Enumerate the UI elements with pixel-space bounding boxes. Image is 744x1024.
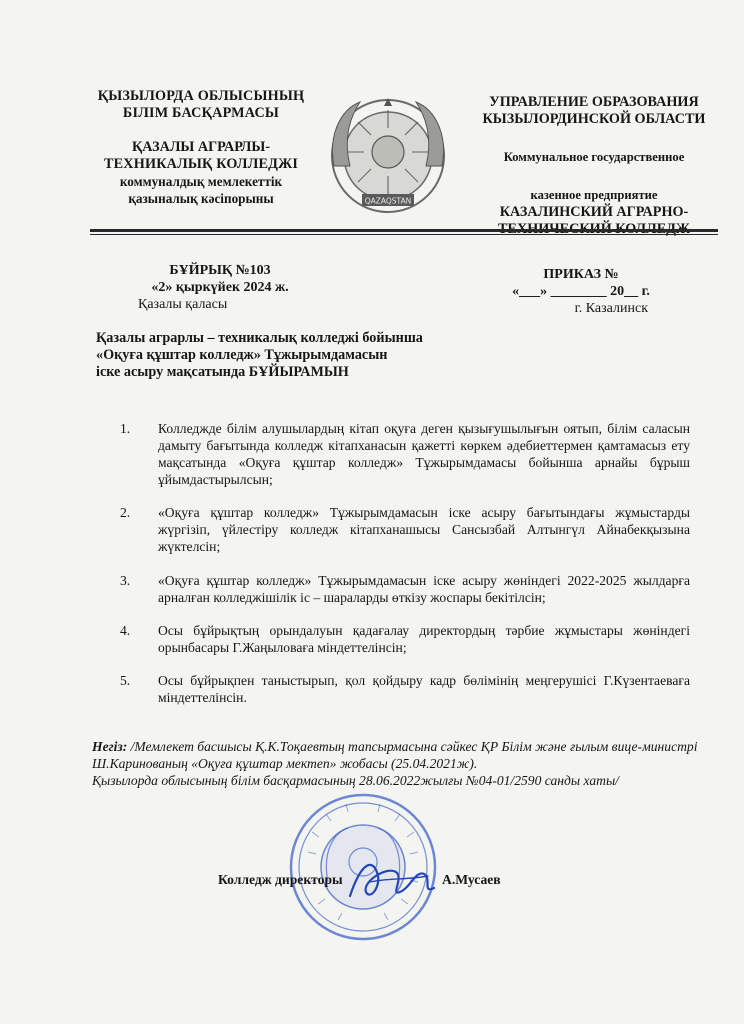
header-right-line3: Коммунальное государственное [503, 150, 685, 164]
header-left-line3: ҚАЗАЛЫ АГРАРЛЫ- [131, 139, 271, 155]
order-right-date: «___» ________ 20__ г. [512, 284, 650, 299]
signature-position: Колледж директоры [218, 872, 343, 887]
order-left-date: «2» қыркүйек 2024 ж. [151, 280, 289, 295]
header-left-line2: БІЛІМ БАСҚАРМАСЫ [122, 105, 280, 121]
basis-label: Негіз: [92, 739, 128, 754]
order-right-title: ПРИКАЗ № [543, 267, 619, 282]
signature-line [218, 872, 501, 888]
header-left-line5: коммуналдық мемлекеттік [119, 174, 283, 189]
item-number: 4. [120, 623, 131, 638]
order-subject [96, 330, 423, 381]
basis-text1: /Мемлекет басшысы Қ.К.Тоқаевтың тапсырмасына сәйкес ҚР Білім және ғылым вице-министрі Ш.Каринованың «Оқуға құштар мектеп» жобасы (25.04.2021ж). [92, 739, 698, 771]
item-text: Осы бұйрықтың орындалуын қадағалау директордың тәрбие жұмыстары жөніндегі орынбасары Г.Жаңыловаға міндеттелінсін; [158, 623, 690, 655]
header-left-line6: қазыналық кәсіпорыны [128, 191, 274, 206]
subject-line1: Қазалы аграрлы – техникалық колледжі бойынша [96, 330, 423, 346]
signature-name: А.Мусаев [442, 872, 501, 887]
order-left-city: Қазалы қаласы [138, 297, 228, 312]
item-number: 1. [120, 421, 131, 436]
handwritten-signature-icon [340, 852, 440, 912]
subject-line3: іске асыру мақсатында БҰЙЫРАМЫН [96, 364, 349, 380]
item-number: 5. [120, 673, 131, 688]
item-number: 3. [120, 573, 131, 588]
header-left-line1: ҚЫЗЫЛОРДА ОБЛЫСЫНЫҢ [97, 88, 305, 104]
item-text: «Оқуға құштар колледж» Тұжырымдамасын іске асыру бағытындағы жұмыстарды жүргізіп, үйлестіру колледж кітапханашысы Сансызбай Алтынгүл Айнабекқызына жүктелсін; [158, 505, 690, 554]
item-text: «Оқуға құштар колледж» Тұжырымдамасын іске асыру жөніндегі 2022-2025 жылдарға арналған колледжішілік іс – шараларды өткізу жоспары бекітілсін; [158, 573, 690, 605]
basis-text2: Қызылорда облысының білім басқармасының 28.06.2022жылғы №04-01/2590 санды хаты/ [92, 773, 619, 788]
emblem-banner-text: QAZAQSTAN [364, 196, 412, 206]
order-left-block [120, 262, 320, 313]
order-basis [92, 738, 722, 789]
subject-line2: «Оқуға құштар колледж» Тұжырымдамасын [96, 347, 388, 363]
item-text: Осы бұйрықпен таныстырып, қол қойдыру кадр бөлімінің меңгерушісі Г.Күзентаеваға міндеттелінсін. [158, 673, 690, 705]
order-right-block [468, 266, 694, 317]
header-left-line4: ТЕХНИКАЛЫҚ КОЛЛЕДЖІ [103, 156, 299, 172]
state-emblem-icon [326, 96, 450, 218]
item-number: 2. [120, 505, 131, 520]
header-right-line1: УПРАВЛЕНИЕ ОБРАЗОВАНИЯ [489, 94, 699, 110]
header-right-line4: казенное предприятие [530, 188, 658, 202]
header-divider-thin [90, 234, 718, 235]
order-right-city: г. Казалинск [574, 301, 648, 316]
header-divider-thick [90, 229, 718, 232]
item-text: Колледжде білім алушылардың кітап оқуға деген қызығушылығын оятып, білім саласын дамыту бағытында колледж кітапханасын қажетті көркем әдебиеттермен қамтамасыз ету мақсатында «Оқуға құштар колледж» Тұжырымдамасы бойынша арнайы бұрыш ұйымдастырылсын; [158, 421, 690, 487]
header-left [72, 88, 330, 207]
header-right-line5: КАЗАЛИНСКИЙ АГРАРНО- [499, 204, 689, 220]
order-left-title: БҰЙРЫҚ №103 [169, 263, 271, 278]
header-right [470, 94, 718, 238]
header-right-line2: КЫЗЫЛОРДИНСКОЙ ОБЛАСТИ [482, 111, 706, 127]
